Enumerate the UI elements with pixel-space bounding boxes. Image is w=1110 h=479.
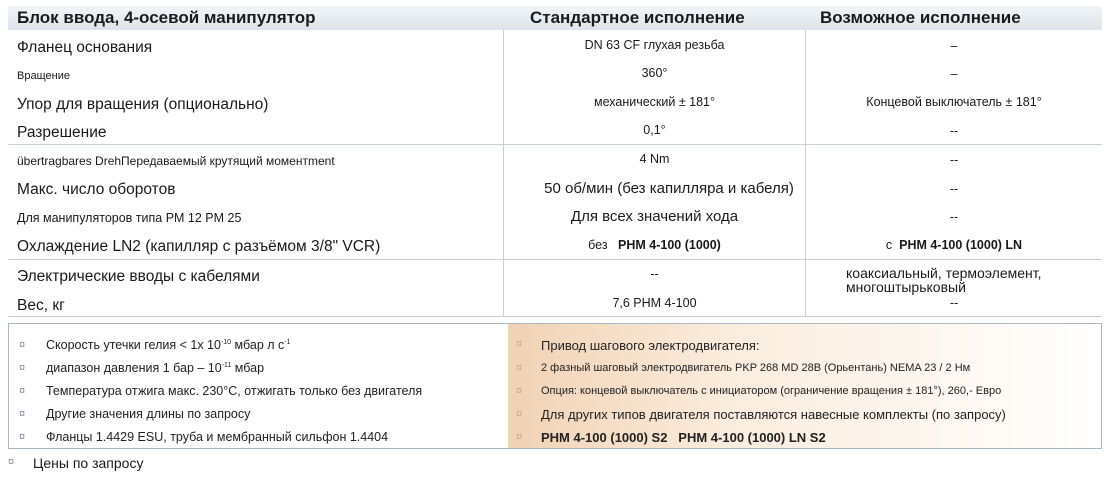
row-optional-value: -- (949, 153, 959, 167)
row-label: Электрические вводы с кабелями (17, 268, 260, 285)
bullet-icon: ¤ (19, 385, 26, 397)
optional-line: многоштырьковый (846, 279, 966, 295)
row-optional-value (806, 238, 1102, 252)
row-divider (8, 259, 1102, 260)
row-standard-value: 360° (641, 66, 668, 80)
note-item (46, 361, 264, 375)
row-standard-value: DN 63 CF глухая резьба (584, 38, 725, 52)
motor-note: 2 фазный шаговый электродвигатель PKP 268 MD 28B (Орьентань) NEMA 23 / 2 Нм (541, 362, 971, 374)
note-text: Скорость утечки гелия < 1x 10 (46, 338, 221, 352)
row-label: Макс. число оборотов (17, 181, 176, 198)
row-standard-value: 50 об/мин (без капилляра и кабеля) (544, 180, 794, 197)
bullet-icon: ¤ (516, 408, 523, 420)
note-text: мбар (231, 361, 265, 375)
footer-note: Цены по запросу (33, 455, 144, 471)
row-standard-value (504, 238, 805, 252)
row-standard-value: 0,1° (643, 123, 666, 137)
header-optional: Возможное исполнение (820, 8, 1021, 27)
row-label: Разрешение (17, 124, 107, 141)
note-item: Другие значения длины по запросу (46, 407, 251, 421)
motor-note-models (541, 430, 826, 445)
motor-note: Привод шагового электродвигателя: (541, 338, 760, 353)
row-standard-value: механический ± 181° (593, 95, 716, 109)
row-label: Вес, кг (17, 297, 65, 314)
note-text: мбар л с (231, 338, 285, 352)
note-superscript: -10 (220, 338, 232, 346)
bullet-icon: ¤ (516, 338, 523, 350)
notes-box (8, 323, 1102, 449)
bullet-icon: ¤ (8, 456, 15, 468)
bullet-icon: ¤ (19, 408, 26, 420)
bullet-icon: ¤ (516, 385, 523, 397)
row-optional-value: -- (949, 182, 959, 196)
standard-prefix: без (588, 238, 608, 252)
row-optional-value: -- (949, 124, 959, 138)
bullet-icon: ¤ (19, 431, 26, 443)
row-optional-value: – (950, 39, 958, 53)
standard-model: PHM 4-100 (1000) (618, 238, 721, 252)
header-standard: Стандартное исполнение (530, 8, 745, 27)
row-optional-value (846, 266, 1042, 294)
row-label: Вращение (17, 70, 70, 82)
optional-model: PHM 4-100 (1000) LN (899, 238, 1023, 252)
row-standard-value: 4 Nm (639, 152, 670, 166)
row-divider (8, 144, 1102, 145)
row-label: übertragbares DrehПередаваемый крутящий моментment (17, 154, 335, 168)
bullet-icon: ¤ (516, 431, 523, 443)
motor-note: Опция: концевой выключатель с инициатором (ограничение вращения ± 181°), 260,- Евро (541, 385, 1002, 397)
row-label: Охлаждение LN2 (капилляр с разъёмом 3/8" VCR) (17, 238, 381, 255)
row-standard-value: Для всех значений хода (570, 208, 739, 225)
model-code: PHM 4-100 (1000) LN S2 (678, 430, 826, 445)
row-label: Для манипуляторов типа PM 12 PM 25 (17, 211, 242, 225)
row-standard-value: -- (650, 267, 659, 281)
row-standard-value: 7,6 PHM 4-100 (612, 296, 697, 310)
row-label: Упор для вращения (опционально) (17, 96, 269, 113)
note-item (46, 338, 291, 352)
bullet-icon: ¤ (516, 362, 523, 374)
model-code: PHM 4-100 (1000) S2 (541, 430, 668, 445)
optional-prefix: с (885, 238, 893, 252)
row-optional-value: -- (949, 210, 959, 224)
bullet-icon: ¤ (19, 362, 26, 374)
row-divider (8, 316, 1102, 317)
row-optional-value: – (950, 67, 958, 81)
note-superscript: -1 (284, 338, 291, 346)
optional-line: коаксиальный, термоэлемент, (846, 265, 1042, 281)
motor-note: Для других типов двигателя поставляются навесные комплекты (по запросу) (541, 407, 1006, 422)
note-text: диапазон давления 1 бар – 10 (46, 361, 222, 375)
bullet-icon: ¤ (19, 339, 26, 351)
row-optional-value: -- (949, 296, 959, 310)
note-item: Температура отжига макс. 230°C, отжигать только без двигателя (46, 384, 423, 398)
row-optional-value: Концевой выключатель ± 181° (866, 95, 1042, 109)
header-title: Блок ввода, 4-осевой манипулятор (17, 8, 316, 27)
note-superscript: -11 (221, 361, 232, 369)
note-item: Фланцы 1.4429 ESU, труба и мембранный сильфон 1.4404 (46, 430, 389, 444)
row-label: Фланец основания (17, 39, 153, 56)
